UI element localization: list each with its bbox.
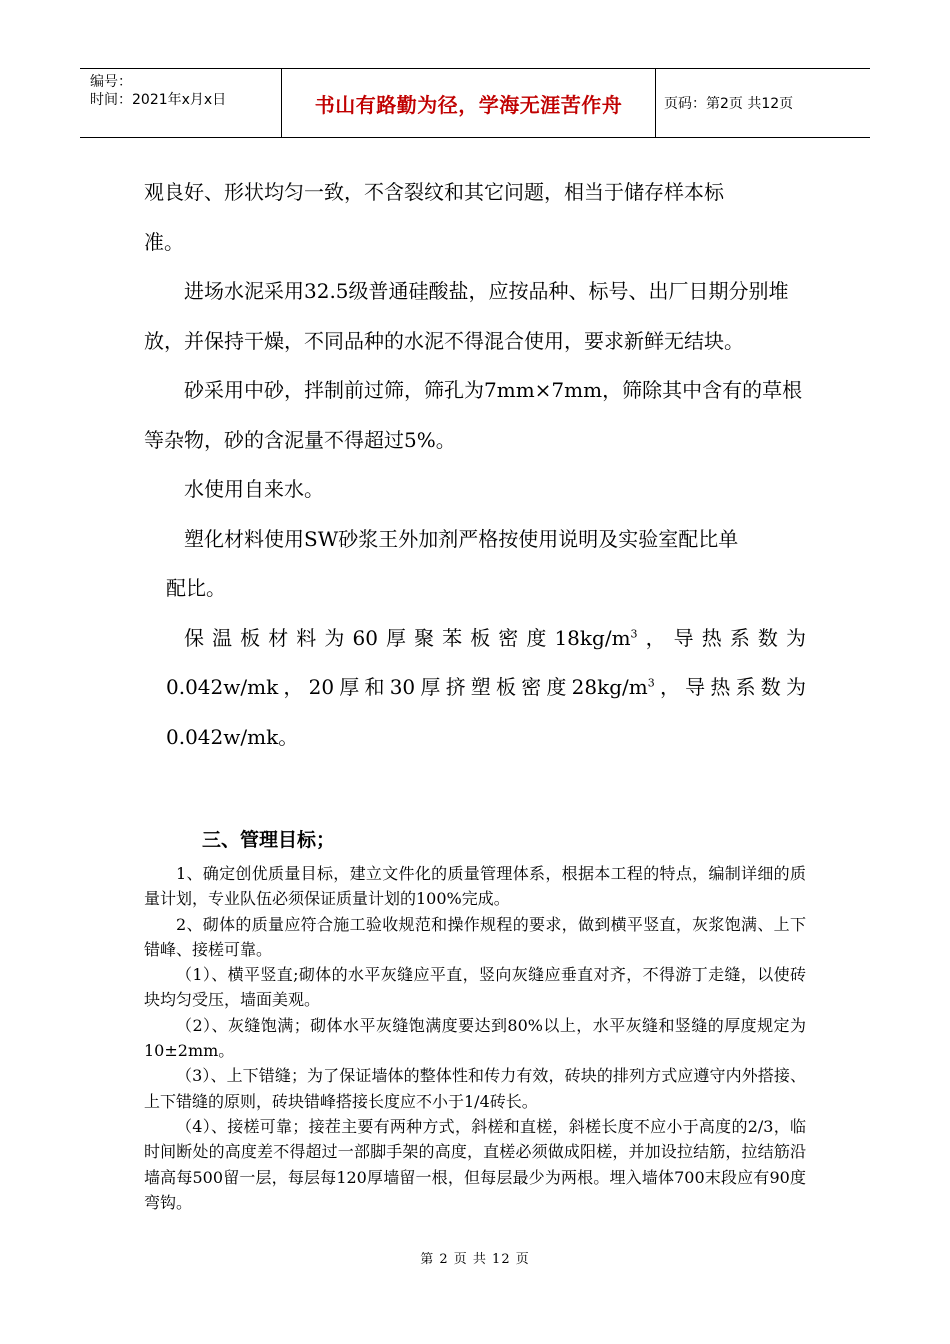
section-title: 三、管理目标； — [202, 829, 336, 851]
paragraph-plasticizer-line: 配比。 — [166, 576, 226, 600]
header-motto: 书山有路勤为径，学海无涯苦作舟 — [282, 69, 656, 137]
paragraph-insulation-line: 0.042w/mk。 — [166, 724, 299, 749]
paragraph-insulation-line — [144, 614, 806, 664]
list-item: 2、砌体的质量应符合施工验收规范和操作规程的要求，做到横平竖直，灰浆饱满、上下错峰、接槎可靠。 — [144, 914, 806, 959]
superscript: 3 — [630, 626, 638, 640]
document-body — [144, 168, 806, 762]
header-meta — [80, 69, 282, 137]
document-number-label: 编号： — [90, 74, 132, 90]
document-date-label: 时间：2021年x月x日 — [90, 92, 227, 108]
list-item: （2）、灰缝饱满；砌体水平灰缝饱满度要达到80%以上，水平灰缝和竖缝的厚度规定为10±2mm。 — [144, 1015, 806, 1061]
paragraph-line: 观良好、形状均匀一致，不含裂纹和其它问题，相当于储存样本标 — [144, 180, 724, 204]
list-item: （1）、横平竖直;砌体的水平灰缝应平直，竖向灰缝应垂直对齐，不得游丁走缝，以使砖块均匀受压，墙面美观。 — [144, 965, 806, 1010]
header-page-info: 页码：第2页 共12页 — [664, 96, 794, 112]
paragraph-sand: 砂采用中砂，拌制前过筛，筛孔为7mm×7mm，筛除其中含有的草根等杂物，砂的含泥量不得超过5%。 — [144, 378, 803, 452]
text-span: ，导热系数为 — [637, 625, 806, 650]
paragraph-water: 水使用自来水。 — [184, 477, 324, 501]
superscript: 3 — [647, 676, 655, 690]
paragraph-line: 准。 — [144, 229, 184, 254]
page-footer: 第 2 页 共 12 页 — [420, 1252, 530, 1267]
text-span: 保温板材料为60厚聚苯板密度18kg/m — [184, 625, 631, 650]
list-item: 1、确定创优质量目标，建立文件化的质量管理体系，根据本工程的特点，编制详细的质量计划，专业队伍必须保证质量计划的100%完成。 — [144, 864, 806, 909]
page-header — [80, 68, 870, 138]
paragraph-insulation-line — [144, 663, 806, 713]
text-span: 0.042w/mk，20厚和30厚挤塑板密度28kg/m — [166, 675, 648, 699]
text-span: ，导热系数为 — [654, 675, 807, 699]
paragraph-plasticizer-line: 塑化材料使用SW砂浆王外加剂严格按使用说明及实验室配比单 — [184, 526, 739, 551]
management-goals — [144, 861, 806, 1215]
paragraph-cement: 进场水泥采用32.5级普通硅酸盐，应按品种、标号、出厂日期分别堆放，并保持干燥，不同品种的水泥不得混合使用，要求新鲜无结块。 — [144, 279, 789, 353]
list-item: （3）、上下错缝；为了保证墙体的整体性和传力有效，砖块的排列方式应遵守内外搭接、上下错缝的原则，砖块错峰搭接长度应不小于1/4砖长。 — [144, 1066, 806, 1111]
list-item: （4）、接槎可靠；接茬主要有两种方式，斜槎和直槎，斜槎长度不应小于高度的2/3，临时间断处的高度差不得超过一部脚手架的高度，直槎必须做成阳槎，并加设拉结筋，拉结筋沿墙高每500留一层，每层每120厚墙留一根，但每层最少为两根。埋入墙体700末段应有90度弯钩。 — [144, 1116, 806, 1212]
